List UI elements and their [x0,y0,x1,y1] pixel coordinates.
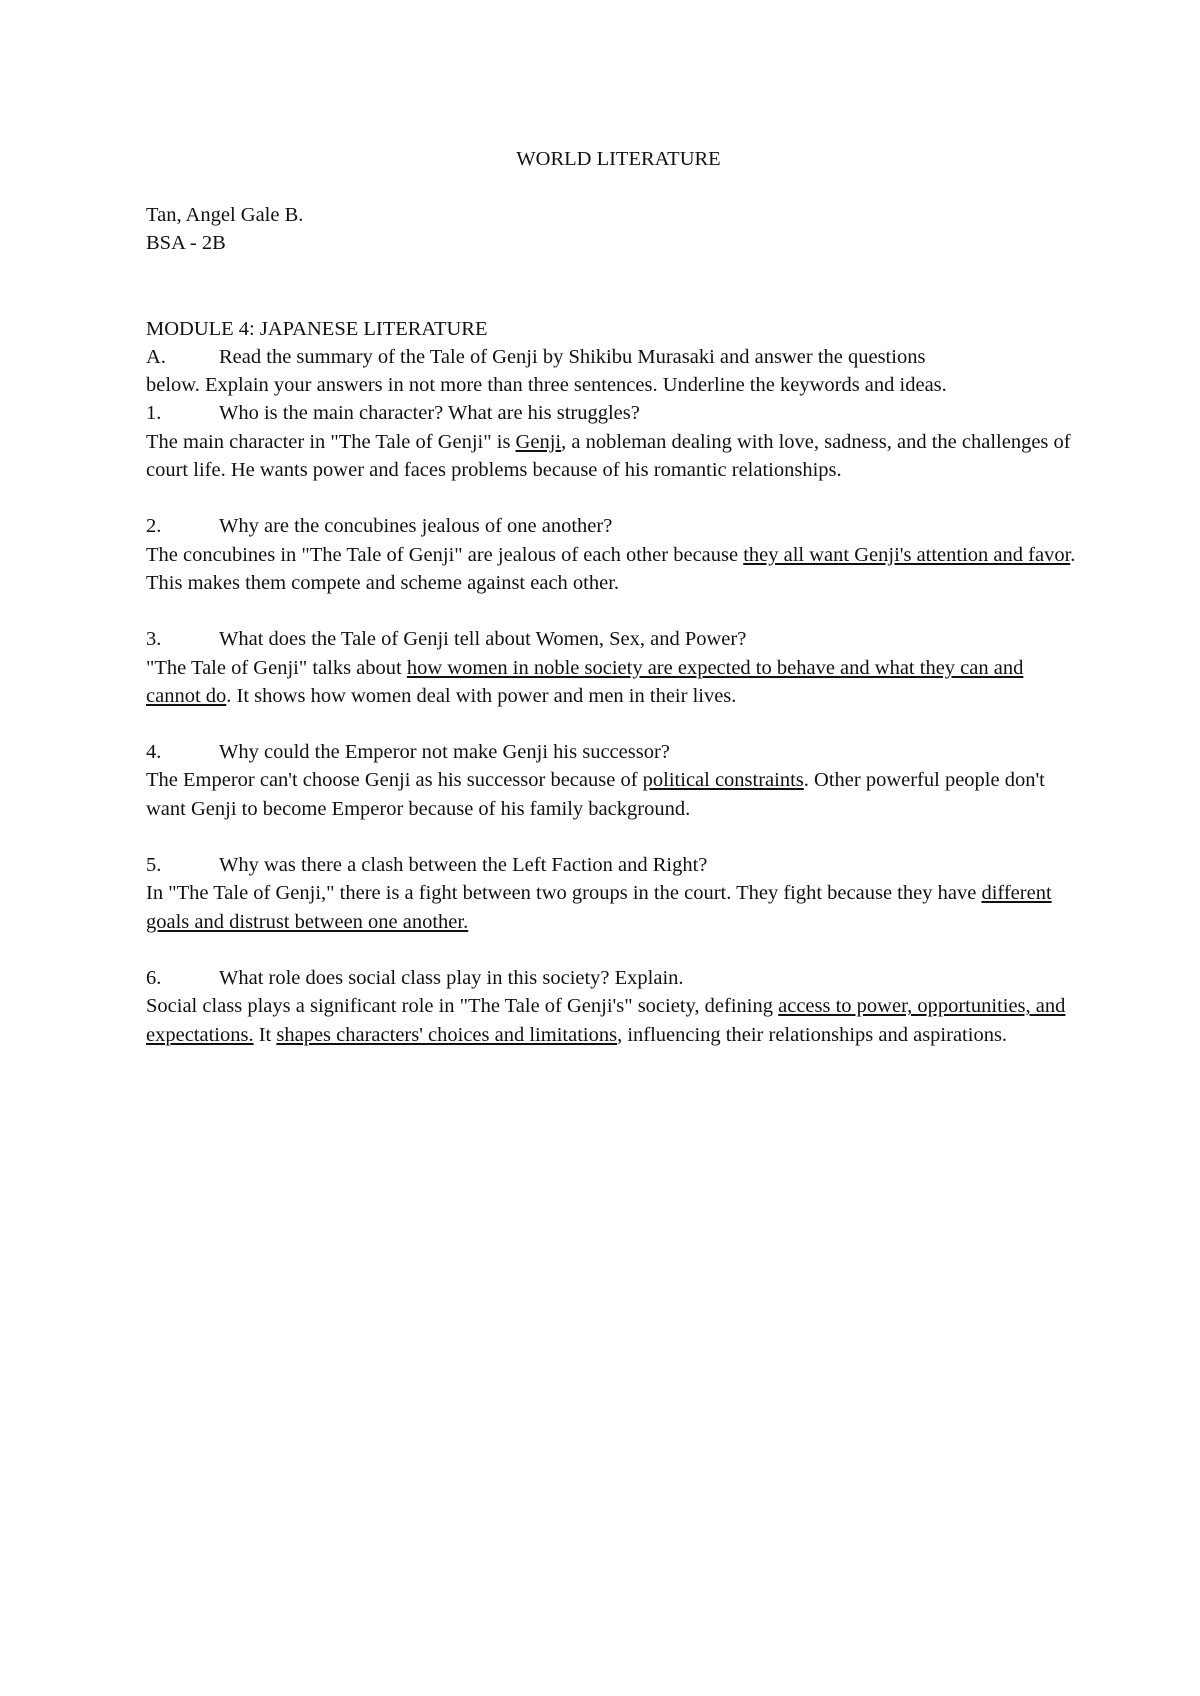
answer-segment: In "The Tale of Genji," there is a fight between two groups in the court. They fight because they have [146,882,982,905]
document-title: WORLD LITERATURE [516,148,721,170]
answer-segment: , influencing their relationships and aspirations. [617,1023,1008,1046]
question-text: Who is the main character? What are his struggles? [219,402,640,425]
answer-text [146,428,1076,485]
question-number: 4. [146,741,162,764]
student-section: BSA - 2B [146,232,226,255]
underlined-keyword: Genji [515,430,562,453]
question-row [146,851,1076,879]
answer-segment: . Other powerful people don't want Genji to become Emperor because of his family background. [146,769,1045,820]
instruction-first-line: Read the summary of the Tale of Genji by Shikibu Murasaki and answer the questions [219,345,926,368]
answer-text [146,654,1076,711]
instruction [146,343,1076,371]
question-number: 5. [146,854,162,877]
question-block [146,964,1076,1049]
answer-segment: Social class plays a significant role in "The Tale of Genji's" society, defining [146,995,779,1018]
question-number: 2. [146,515,162,538]
question-row [146,512,1076,540]
question-block [146,512,1076,597]
answer-segment: It [253,1023,277,1046]
question-block [146,625,1076,710]
question-row [146,399,1076,427]
question-number: 1. [146,402,162,425]
answer-segment: . This makes them compete and scheme against each other. [146,543,1076,594]
question-row [146,625,1076,653]
module-heading: MODULE 4: JAPANESE LITERATURE [146,317,488,340]
instruction-continuation: below. Explain your answers in not more than three sentences. Underline the keywords and ideas. [146,374,947,397]
document-body [146,145,1076,1049]
question-block [146,399,1076,484]
answer-text [146,766,1076,823]
question-row [146,964,1076,992]
question-number: 6. [146,966,162,989]
student-info [146,201,1076,258]
question-text: Why are the concubines jealous of one another? [219,515,613,538]
answer-text [146,541,1076,598]
question-text: Why was there a clash between the Left Faction and Right? [219,854,708,877]
question-text: What does the Tale of Genji tell about Women, Sex, and Power? [219,628,747,651]
underlined-keyword: shapes characters' choices and limitations [276,1023,618,1046]
question-block [146,738,1076,823]
underlined-keyword: how women in noble society are expected to behave and what they can and cannot do [146,656,1024,707]
question-list [146,399,1076,1048]
question-text: What role does social class play in this society? Explain. [219,966,684,989]
question-text: Why could the Emperor not make Genji his successor? [219,741,670,764]
underlined-keyword: they all want Genji's attention and favor [743,543,1071,566]
answer-segment: The main character in "The Tale of Genji" is [146,430,516,453]
question-row [146,738,1076,766]
answer-text [146,879,1076,936]
underlined-keyword: access to power, opportunities, and expectations. [146,995,1066,1046]
answer-segment: "The Tale of Genji" talks about [146,656,407,679]
instruction-label: A. [146,345,166,368]
answer-segment: The Emperor can't choose Genji as his successor because of [146,769,643,792]
student-name: Tan, Angel Gale B. [146,204,304,226]
answer-text [146,992,1076,1049]
underlined-keyword: different goals and distrust between one another. [146,882,1052,933]
answer-segment: , a nobleman dealing with love, sadness, and the challenges of court life. He wants power and faces problems because of his romantic relationships. [146,430,1071,482]
answer-segment: The concubines in "The Tale of Genji" are jealous of each other because [146,543,744,566]
underlined-keyword: political constraints [642,769,804,792]
question-number: 3. [146,628,162,651]
question-block [146,851,1076,936]
answer-segment: . It shows how women deal with power and men in their lives. [226,684,737,707]
